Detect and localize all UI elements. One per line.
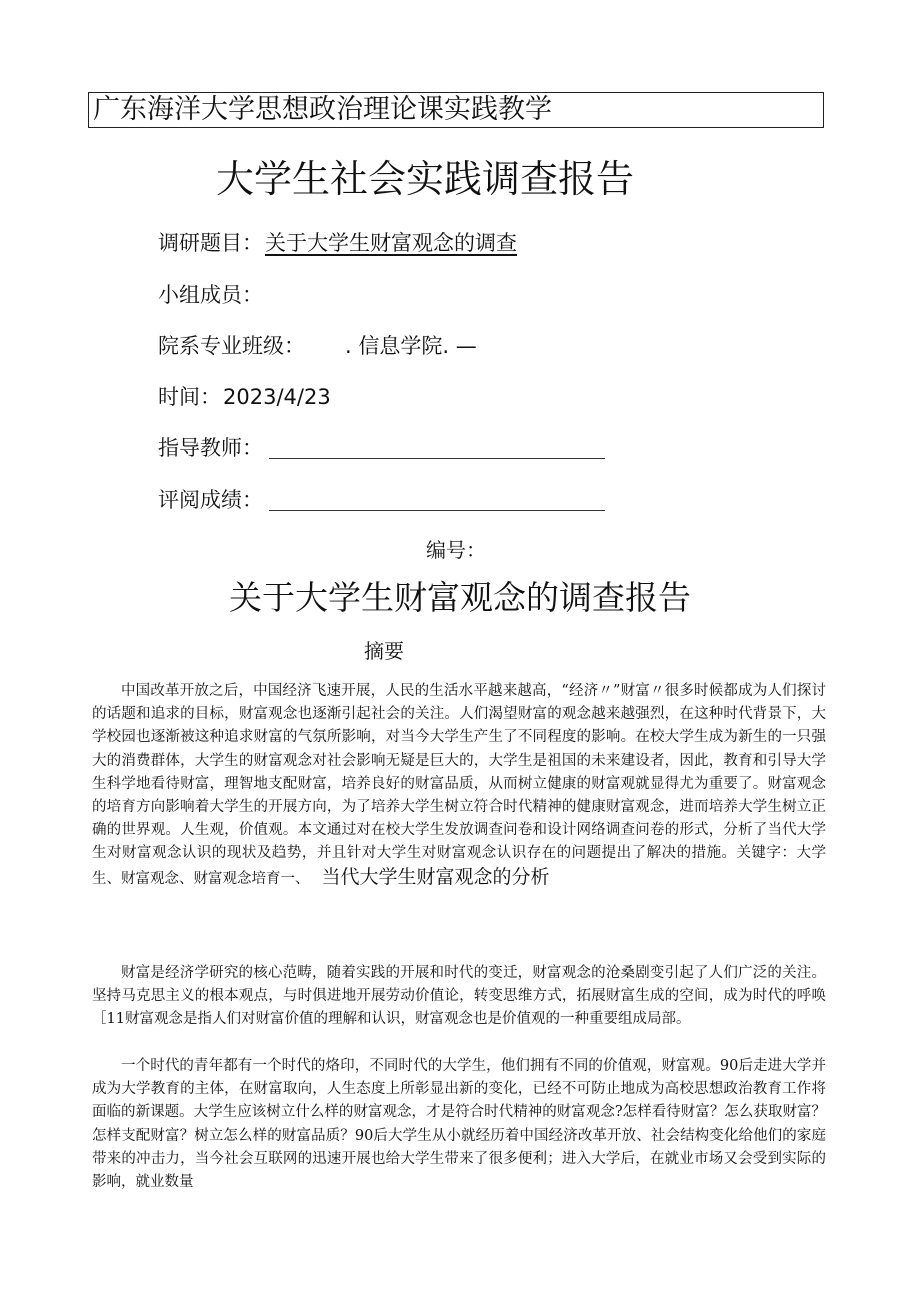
grade-field (158, 485, 605, 515)
header-banner: 广东海洋大学思想政治理论课实践教学 (88, 92, 824, 128)
abstract-text: 中国改革开放之后，中国经济飞速开展，人民的生活水平越来越高，“经济〃”财富〃很多时候都成为人们探讨的话题和追求的目标，财富观念也逐渐引起社会的关注。人们渴望财富的观念越来越强烈，在这种时代背景下，大学校园也逐渐被这种追求财富的气氛所影响，对当今大学生产生了不同程度的影响。在校大学生成为新生的一只强大的消费群体，大学生的财富观念对社会影响无疑是巨大的，大学生是祖国的未来建设者，因此，教育和引导大学生科学地看待财富，理智地支配财富，培养良好的财富品质，从而树立健康的财富观就显得尤为重要了。财富观念的培育方向影响着大学生的开展方向，为了培养大学生树立符合时代精神的健康财富观念，进而培养大学生树立正确的世界观。人生观，价值观。本文通过对在校大学生发放调查问卷和设计网络调查问卷的形式，分析了当代大学生对财富观念认识的现状及趋势，并且针对大学生对财富观念认识存在的问题提出了解决的措施。关键字：大学生、财富观念、财富观念培育一、 (92, 683, 826, 887)
cover-title: 大学生社会实践调查报告 (215, 157, 634, 201)
body-paragraph-2: 一个时代的青年都有一个时代的烙印，不同时代的大学生，他们拥有不同的价值观，财富观。90后走进大学并成为大学教育的主体，在财富取向，人生态度上所彰显出新的变化，已经不可防止地成为高校思想政治教育工作将面临的新课题。大学生应该树立什么样的财富观念，才是符合时代精神的财富观念?怎样看待财富？怎么获取财富？怎样支配财富？树立怎么样的财富品质？90后大学生从小就经历着中国经济改革开放、社会结构变化给他们的家庭带来的冲击力，当今社会互联网的迅速开展也给大学生带来了很多便利；进入大学后，在就业市场又会受到实际的影响，就业数量 (92, 1058, 826, 1191)
time-field (158, 382, 331, 412)
topic-field (158, 228, 517, 258)
body-paragraph-1: 财富是经济学研究的核心范畴，随着实践的开展和时代的变迁，财富观念的沧桑剧变引起了人们广泛的关注。坚持马克思主义的根本观点，与时俱进地开展劳动价值论，转变思维方式，拓展财富生成的空间，成为时代的呼唤［11财富观念是指人们对财富价值的理解和认识，财富观念也是价值观的一种重要组成局部。 (92, 965, 826, 1028)
dept-label: 院系专业班级： (158, 334, 305, 358)
abstract-heading: 摘要 (364, 639, 404, 663)
time-label: 时间： (158, 385, 221, 409)
advisor-label: 指导教师： (158, 436, 263, 460)
grade-label: 评阅成绩： (158, 488, 263, 512)
members-field (158, 280, 263, 310)
grade-blank-line (269, 509, 605, 511)
time-value: 2023/4/23 (223, 385, 331, 409)
advisor-blank-line (269, 457, 605, 459)
serial-label: 编号： (426, 538, 486, 562)
dept-value: . 信息学院. — (345, 334, 477, 358)
report-title: 关于大学生财富观念的调查报告 (229, 578, 691, 617)
topic-value: 关于大学生财富观念的调查 (265, 231, 517, 255)
abstract-paragraph (92, 680, 826, 891)
section-heading: 当代大学生财富观念的分析 (321, 865, 550, 888)
topic-label: 调研题目： (158, 231, 263, 255)
members-label: 小组成员： (158, 283, 263, 307)
advisor-field (158, 433, 605, 463)
dept-field (158, 331, 477, 361)
